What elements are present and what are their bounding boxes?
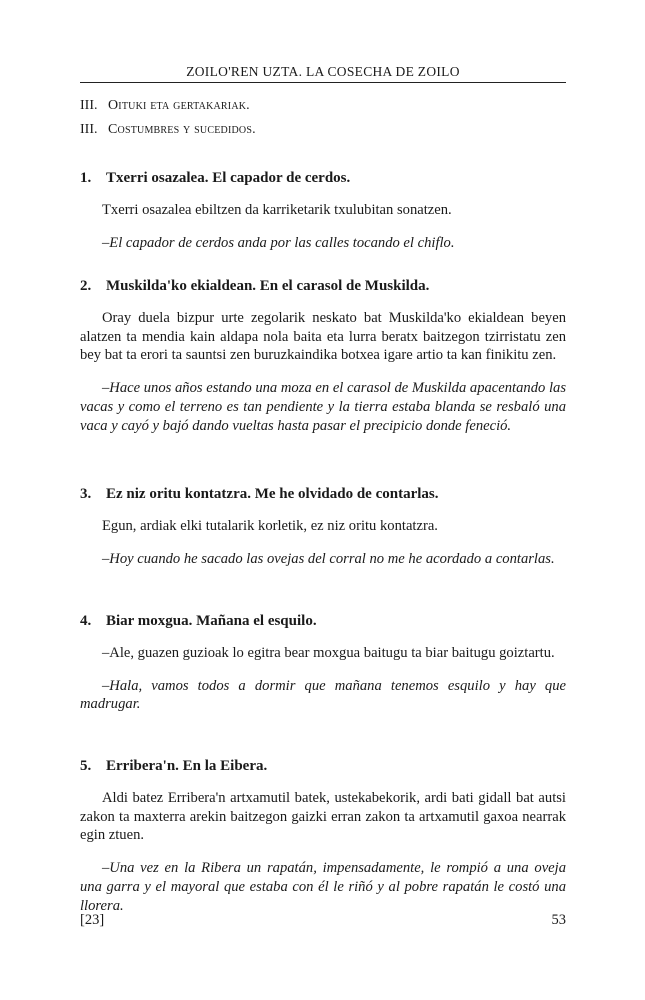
section-3 <box>80 484 566 568</box>
section-title <box>80 484 566 504</box>
section-number: 4. <box>80 613 92 629</box>
section-title-text: Erribera'n. En la Eibera. <box>106 758 268 774</box>
spanish-translation: –Una vez en la Ribera un rapatán, impensadamente, le rompió a una oveja una garra y el mayoral que estaba con él le riñó y al pobre rapatán le costó una llorera. <box>80 860 566 914</box>
section-number: 3. <box>80 486 92 502</box>
section-title <box>80 756 566 776</box>
basque-text: Aldi batez Erribera'n artxamutil batek, ustekabekorik, ardi bati gidall bat autsi zakon ta maxterra arekin baitzegon gaizki erran zakon ta artxamutil gaxoa nearrak egin ztuen. <box>80 790 566 844</box>
basque-text: Txerri osazalea ebiltzen da karriketarik txulubitan sonatzen. <box>102 202 452 218</box>
chapter-heading-spanish <box>80 122 256 138</box>
section-number: 5. <box>80 758 92 774</box>
spanish-translation: –Hoy cuando he sacado las ovejas del corral no me he acordado a contarlas. <box>102 550 555 567</box>
section-2 <box>80 276 566 435</box>
section-1 <box>80 168 566 252</box>
original-page-number: [23] <box>80 912 105 928</box>
section-title <box>80 276 566 296</box>
page-number: 53 <box>551 912 566 928</box>
basque-text: Egun, ardiak elki tutalarik korletik, ez niz oritu kontatzra. <box>102 518 438 534</box>
spanish-translation: –El capador de cerdos anda por las calles tocando el chiflo. <box>102 234 455 251</box>
chapter-number: III. <box>80 122 98 137</box>
basque-text: Oray duela bizpur urte zegolarik neskato bat Muskilda'ko ekialdean beyen alatzen ta mendia kain aldapa nola baita eta lurra beratx baitzegon tzirristatu zen bey bat ta erori ta sauntsi zen buruzkaindika botxea igare artio ta kan finikitu zen. <box>80 310 566 364</box>
spanish-translation: –Hala, vamos todos a dormir que mañana tenemos esquilo y hay que madrugar. <box>80 677 566 713</box>
section-title-text: Txerri osazalea. El capador de cerdos. <box>106 170 351 186</box>
chapter-number: III. <box>80 98 98 113</box>
section-number: 1. <box>80 170 92 186</box>
basque-text: –Ale, guazen guzioak lo egitra bear moxgua baitugu ta biar baitugu goiztartu. <box>102 645 555 661</box>
section-title <box>80 611 566 631</box>
section-4 <box>80 611 566 714</box>
section-title-text: Muskilda'ko ekialdean. En el carasol de Muskilda. <box>106 278 430 294</box>
section-title <box>80 168 566 188</box>
section-number: 2. <box>80 278 92 294</box>
chapter-title: Costumbres y sucedidos. <box>108 122 256 137</box>
spanish-translation: –Hace unos años estando una moza en el carasol de Muskilda apacentando las vacas y como el terreno es tan pendiente y la tierra estaba blanda se resbaló una vaca y cayó y bajó dando vueltas hasta pasar el precipicio donde feneció. <box>80 380 566 434</box>
section-title-text: Ez niz oritu kontatzra. Me he olvidado de contarlas. <box>106 486 439 502</box>
chapter-title: Oituki eta gertakariak. <box>108 98 250 113</box>
chapter-heading-basque <box>80 98 250 114</box>
running-head: ZOILO'REN UZTA. LA COSECHA DE ZOILO <box>186 64 460 79</box>
section-title-text: Biar moxgua. Mañana el esquilo. <box>106 613 317 629</box>
header-rule <box>80 82 566 83</box>
section-5 <box>80 756 566 915</box>
